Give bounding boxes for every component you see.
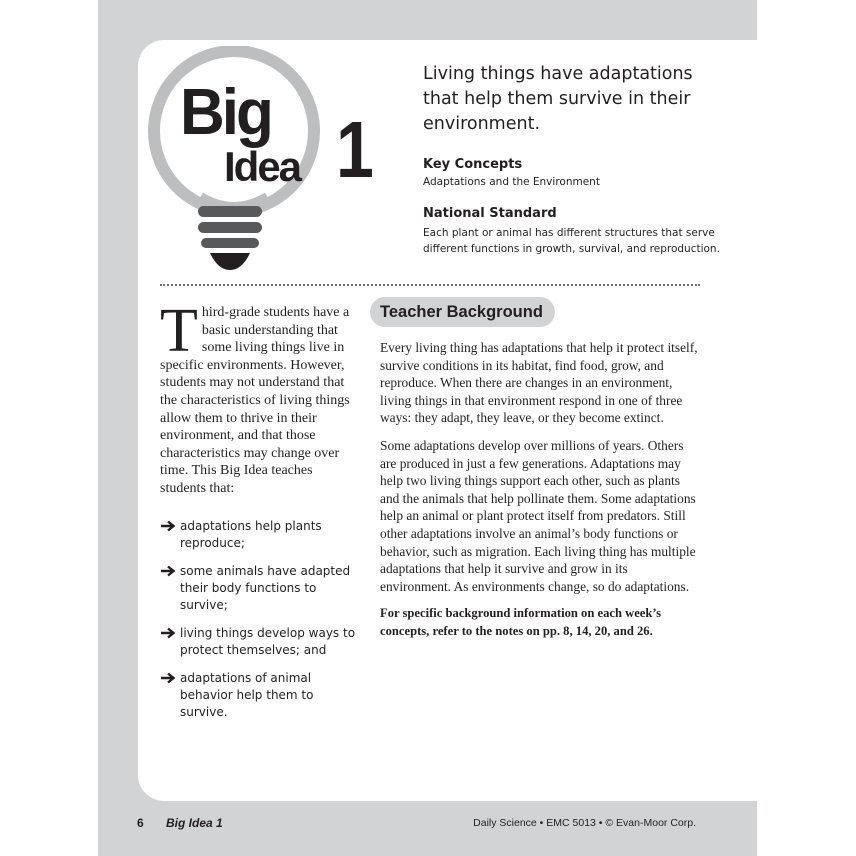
arrow-right-icon bbox=[160, 520, 177, 532]
list-item bbox=[160, 670, 360, 721]
big-idea-big-word: Big bbox=[180, 76, 271, 149]
teacher-background-column bbox=[380, 339, 702, 651]
key-concepts-text: Adaptations and the Environment bbox=[423, 176, 600, 188]
page-number: 6 bbox=[137, 816, 144, 830]
list-item-text: living things develop ways to protect themselves; and bbox=[180, 625, 356, 657]
footer-credit: Daily Science • EMC 5013 • © Evan-Moor Corp. bbox=[473, 817, 696, 829]
background-note: For specific background information on each week’s concepts, refer to the notes on pp. 8, 14, 20, and 26. bbox=[380, 606, 662, 638]
intro-paragraph bbox=[160, 297, 360, 498]
list-item-text: adaptations help plants reproduce; bbox=[180, 518, 322, 550]
big-idea-number: 1 bbox=[336, 105, 374, 194]
list-item bbox=[160, 625, 360, 659]
bulb-base-ring-1 bbox=[198, 206, 262, 217]
drop-cap: T bbox=[160, 297, 198, 365]
headline: Living things have adaptations that help them survive in their environment. bbox=[423, 64, 693, 134]
objective-list bbox=[160, 518, 360, 721]
intro-text: hird-grade students have a basic understanding that some living things live in specific environments. However, students may not understand that the characteristics of living things allow them to thrive in their environment, and that those characteristics may change over time. This Big Idea teaches students that: bbox=[160, 305, 350, 496]
bulb-neck bbox=[201, 196, 267, 206]
arrow-right-icon bbox=[160, 672, 177, 684]
arrow-right-icon bbox=[160, 627, 177, 639]
bulb-base-ring-3 bbox=[201, 238, 259, 248]
national-standard-text: Each plant or animal has different structures that serve different functions in growth, survival, and reproduction. bbox=[423, 227, 720, 255]
bulb-tip bbox=[210, 253, 250, 270]
big-idea-idea-word: Idea bbox=[224, 143, 301, 190]
list-item-text: adaptations of animal behavior help them to survive. bbox=[180, 670, 314, 719]
intro-column bbox=[160, 297, 360, 732]
national-standard-title: National Standard bbox=[423, 206, 557, 221]
teacher-background-header bbox=[370, 297, 555, 327]
bulb-base-ring-2 bbox=[198, 222, 262, 233]
list-item bbox=[160, 563, 360, 614]
background-paragraph: Every living thing has adaptations that help it protect itself, survive conditions in its habitat, find food, grow, and reproduce. When there are changes in an environment, living things in that environment respond in one of three ways: they adapt, they leave, or they become extinct. bbox=[380, 340, 698, 426]
dotted-divider bbox=[160, 284, 700, 286]
key-concepts-title: Key Concepts bbox=[423, 157, 523, 172]
list-item bbox=[160, 518, 360, 552]
arrow-right-icon bbox=[160, 565, 177, 577]
list-item-text: some animals have adapted their body functions to survive; bbox=[180, 563, 351, 612]
background-paragraph: Some adaptations develop over millions of years. Others are produced in just a few generations. Adaptations may help two living things support each other, such as plants and the animals that help pollinate them. Some adaptations help an animal or plant protect itself from predators. Still other adaptations involve an animal’s body functions or behavior, such as migration. Each living thing has multiple adaptations that help it survive and grow in its environment. As environments change, so do adaptations. bbox=[380, 437, 696, 594]
teacher-background-title: Teacher Background bbox=[380, 302, 543, 321]
footer-section-title: Big Idea 1 bbox=[166, 816, 223, 830]
